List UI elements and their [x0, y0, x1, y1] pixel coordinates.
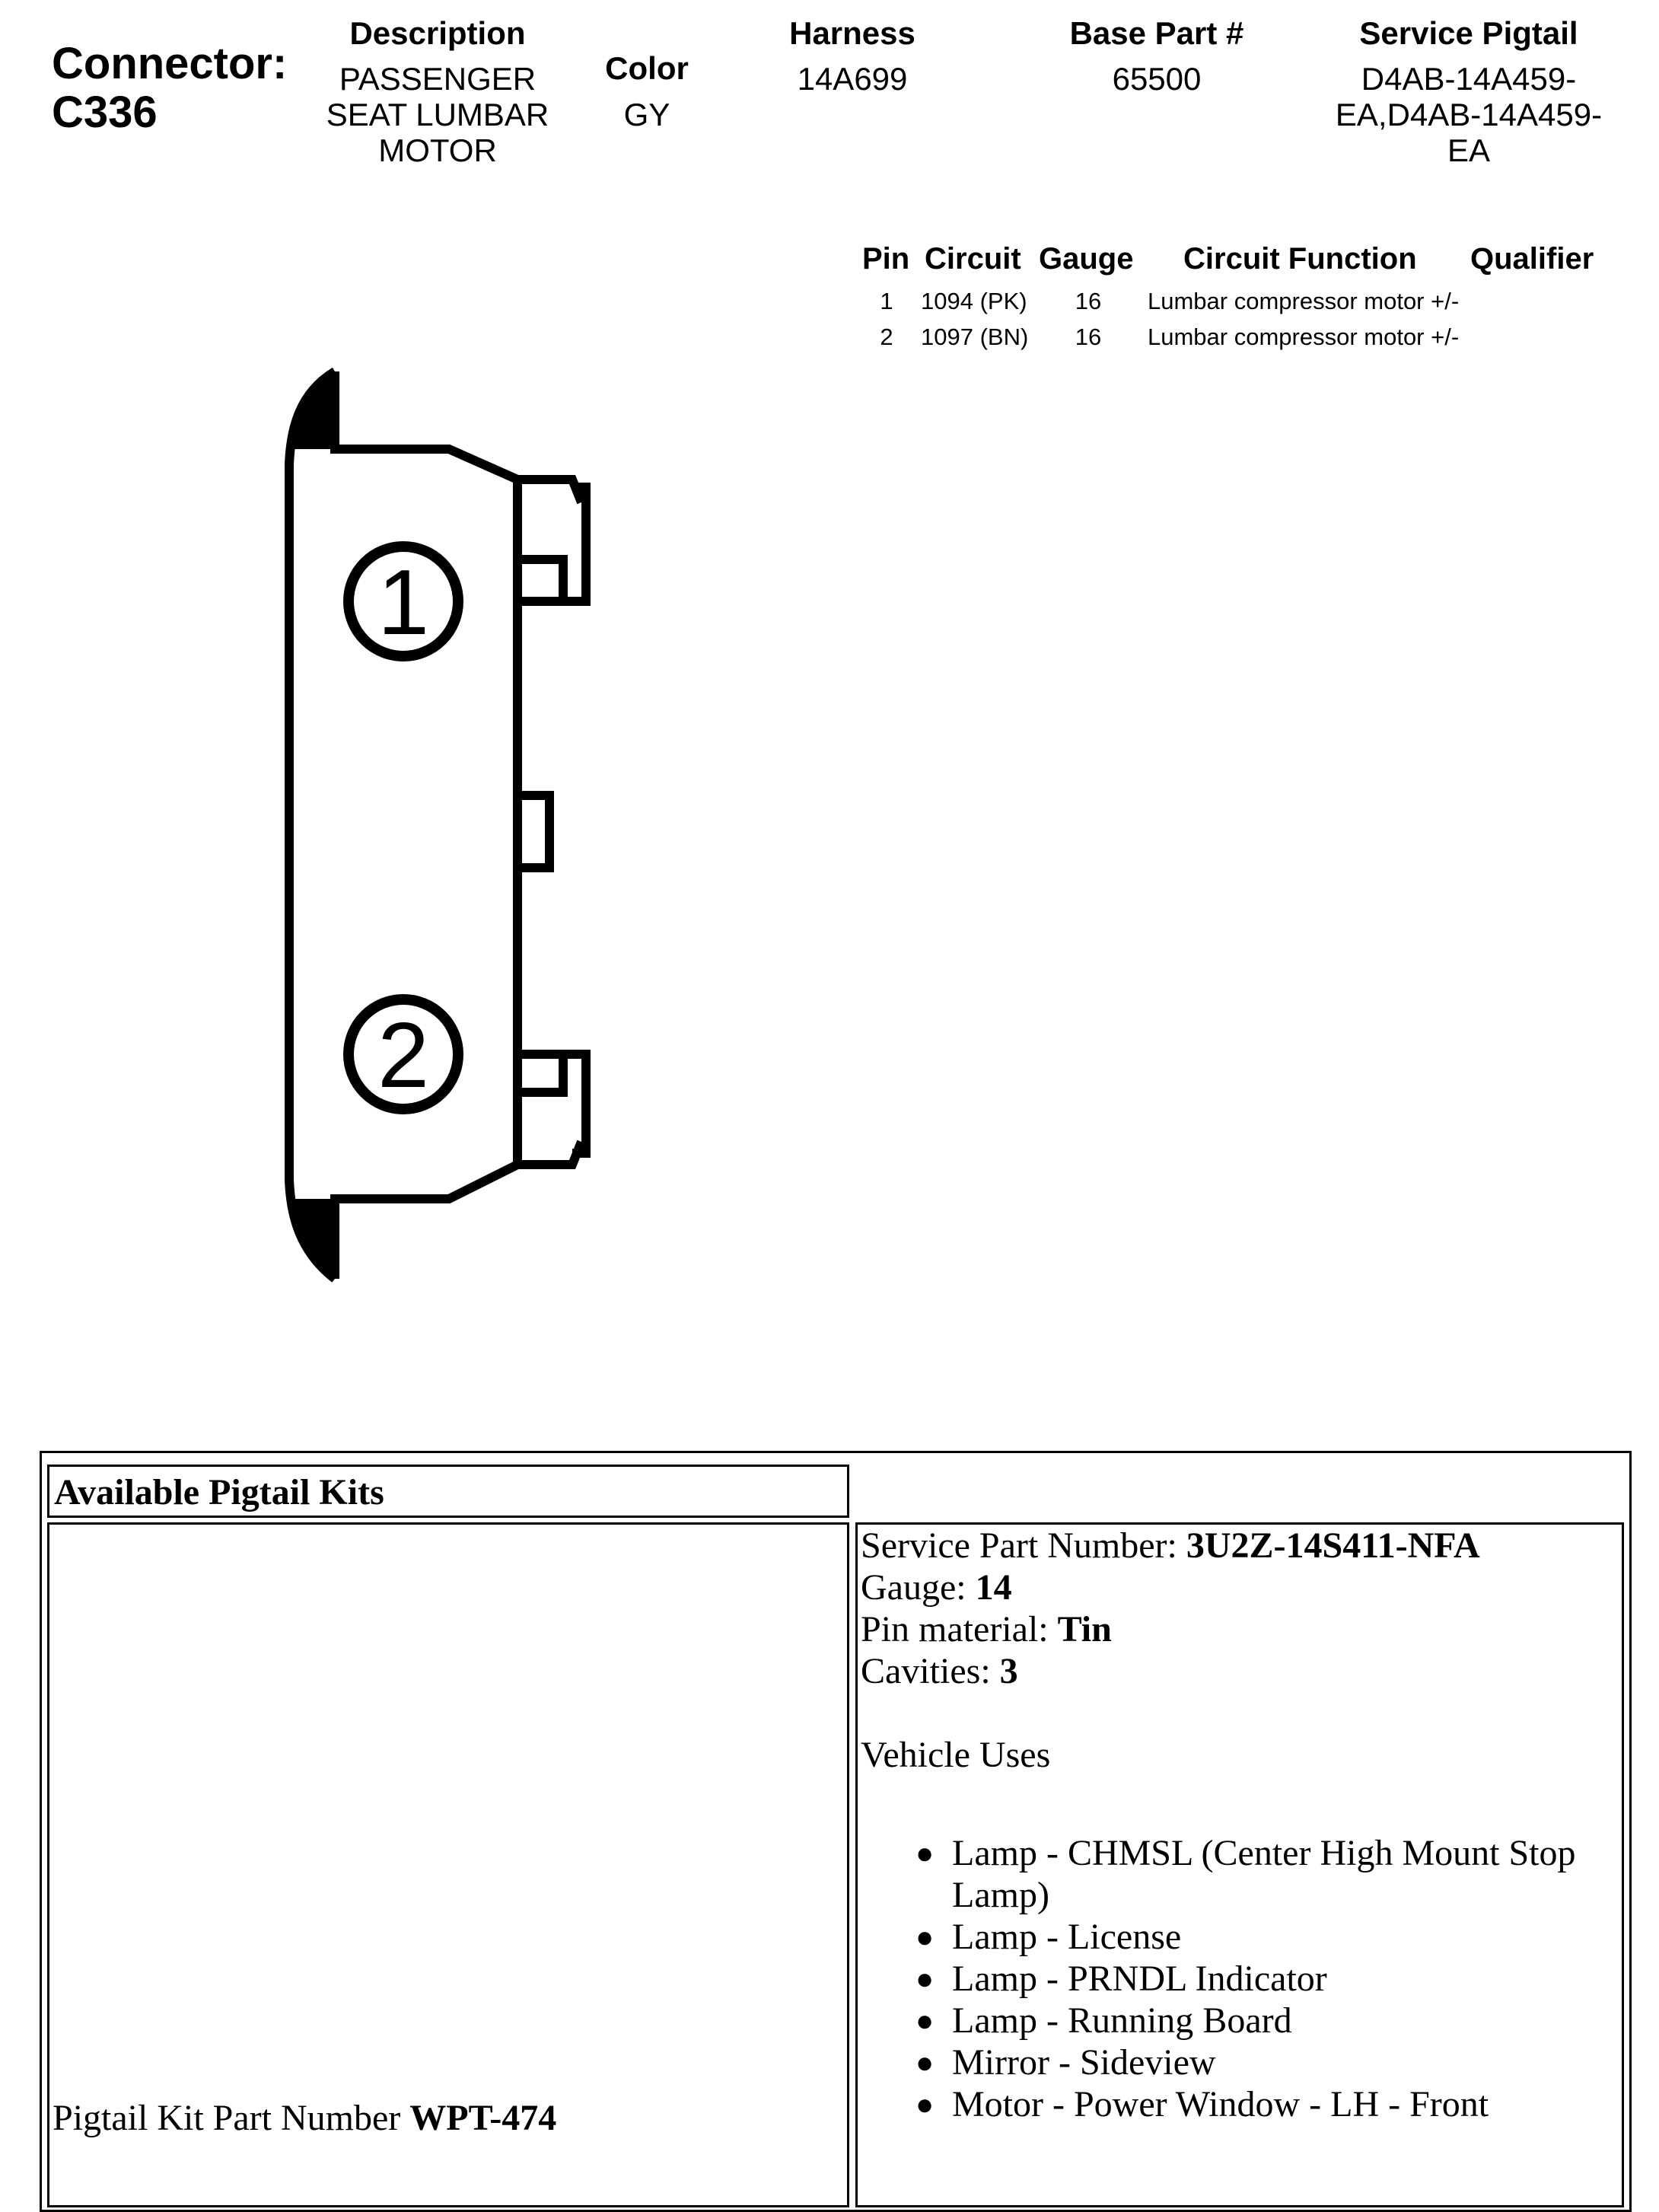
service-pigtail-header: Service Pigtail [1359, 15, 1578, 51]
qualifier-column-header: Qualifier [1470, 242, 1594, 276]
cavities-value: 3 [999, 1651, 1018, 1691]
vehicle-use-text: Motor - Power Window - LH - Front [952, 2084, 1489, 2124]
service-pigtail-line: EA [1447, 132, 1491, 168]
service-part-label: Service Part Number: [861, 1525, 1186, 1566]
pin-material-line [861, 1608, 1480, 1650]
pin-1-label: 1 [377, 550, 429, 654]
vehicle-use-text: Mirror - Sideview [952, 2042, 1216, 2083]
base-part-header: Base Part # [1069, 15, 1244, 51]
connector-diagram [0, 0, 685, 1370]
gauge-label: Gauge: [861, 1567, 976, 1608]
bullet-icon: ● [915, 1836, 935, 1870]
pigtail-title-cell [47, 1465, 849, 1518]
cavities-label: Cavities: [861, 1651, 1000, 1691]
circuit-cell: 1094 (PK) [921, 288, 1027, 314]
circuit-column-header: Circuit [925, 242, 1021, 276]
pigtail-kit-cell [47, 1522, 849, 2207]
pin-material-value: Tin [1057, 1609, 1112, 1649]
gauge-value: 14 [975, 1567, 1012, 1608]
list-item [915, 1916, 1622, 1958]
service-part-line [861, 1525, 1480, 1567]
list-item [915, 2083, 1622, 2125]
pin-column-header: Pin [862, 242, 910, 276]
list-item [915, 1958, 1622, 2000]
pigtail-title: Available Pigtail Kits [54, 1472, 384, 1512]
base-part-value: 65500 [1112, 61, 1202, 97]
bullet-icon: ● [915, 2045, 935, 2080]
pigtail-info [861, 1525, 1480, 1776]
connector-id: C336 [52, 88, 158, 137]
vehicle-uses-list [915, 1832, 1622, 2125]
pin-2-label: 2 [377, 1003, 429, 1107]
kit-part-number [53, 2097, 556, 2139]
bullet-icon: ● [915, 1920, 935, 1954]
service-pigtail-value [1294, 61, 1644, 168]
cavities-line [861, 1650, 1480, 1692]
vehicle-use-text: Lamp - CHMSL (Center High Mount Stop Lamp) [952, 1833, 1576, 1915]
pigtail-info-cell [855, 1522, 1624, 2207]
kit-part-value: WPT-474 [409, 2098, 557, 2138]
vehicle-use-text: Lamp - PRNDL Indicator [952, 1959, 1327, 1999]
circuit-cell: 1097 (BN) [921, 324, 1029, 350]
pin-material-label: Pin material: [861, 1609, 1058, 1649]
list-item [915, 1832, 1622, 1916]
pin-2-marker [349, 999, 458, 1109]
bullet-icon: ● [915, 1962, 935, 1996]
gauge-cell: 16 [1075, 288, 1102, 314]
connector-label: Connector: [52, 39, 288, 88]
gauge-line [861, 1567, 1480, 1608]
service-pigtail-line: D4AB-14A459- [1361, 61, 1577, 97]
kit-part-label: Pigtail Kit Part Number [53, 2098, 410, 2138]
list-item [915, 2041, 1622, 2083]
color-value: GY [623, 97, 670, 132]
description-header: Description [349, 15, 526, 51]
bullet-icon: ● [915, 2003, 935, 2038]
circuit-function-column-header: Circuit Function [1183, 242, 1417, 276]
service-pigtail-line: EA,D4AB-14A459- [1335, 97, 1603, 132]
pin-cell: 1 [880, 288, 893, 314]
description-line: PASSENGER [339, 61, 537, 97]
harness-value: 14A699 [797, 61, 908, 97]
pin-cell: 2 [880, 324, 893, 350]
service-part-value: 3U2Z-14S411-NFA [1186, 1525, 1480, 1566]
vehicle-uses-heading: Vehicle Uses [861, 1735, 1051, 1775]
function-cell: Lumbar compressor motor +/- [1148, 324, 1460, 350]
gauge-cell: 16 [1075, 324, 1102, 350]
vehicle-use-text: Lamp - Running Board [952, 2000, 1292, 2041]
function-cell: Lumbar compressor motor +/- [1148, 288, 1460, 314]
list-item [915, 2000, 1622, 2041]
description-line: MOTOR [378, 132, 497, 168]
bullet-icon: ● [915, 2087, 935, 2121]
pin-1-marker [349, 547, 458, 656]
gauge-column-header: Gauge [1039, 242, 1134, 276]
color-header: Color [605, 50, 689, 86]
vehicle-use-text: Lamp - License [952, 1917, 1182, 1957]
description-line: SEAT LUMBAR [326, 97, 549, 132]
harness-header: Harness [789, 15, 915, 51]
